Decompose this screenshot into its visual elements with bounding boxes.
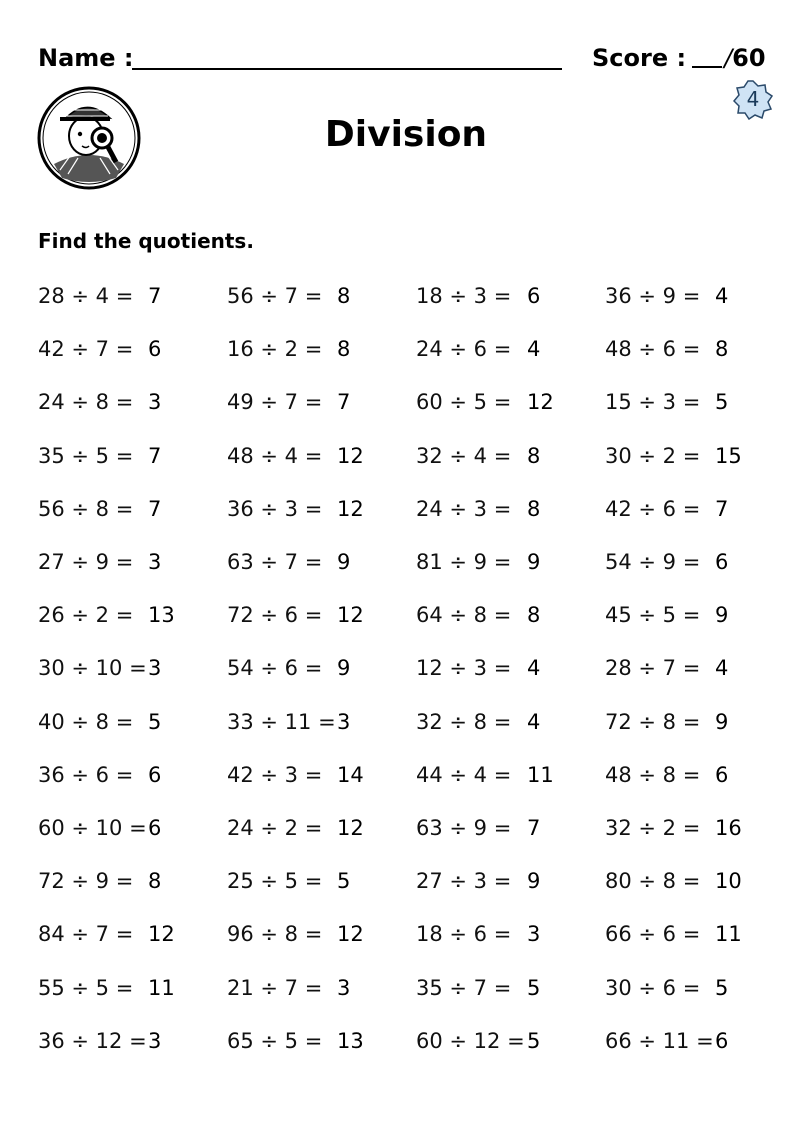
problem	[227, 710, 336, 734]
problem	[416, 922, 511, 946]
problem-expression: 72 ÷ 8 =	[605, 709, 701, 734]
problem	[416, 976, 511, 1000]
answer: 4	[715, 656, 729, 681]
problem-expression: 63 ÷ 7 =	[227, 550, 323, 574]
answer: 8	[148, 869, 162, 894]
answer: 8	[715, 337, 729, 362]
score-blank[interactable]	[692, 65, 722, 68]
problem-expression: 56 ÷ 8 =	[38, 496, 134, 521]
problem-expression: 24 ÷ 3 =	[416, 496, 512, 521]
problem-expression: 27 ÷ 9 =	[38, 550, 134, 574]
answer: 13	[337, 1028, 364, 1053]
problem-expression: 26 ÷ 2 =	[38, 603, 134, 628]
problem-expression: 36 ÷ 3 =	[227, 496, 323, 521]
answer: 7	[148, 496, 162, 521]
problem-expression: 30 ÷ 6 =	[605, 975, 701, 1000]
problem-expression: 66 ÷ 11 =	[605, 1028, 714, 1053]
problem-expression: 80 ÷ 8 =	[605, 869, 701, 894]
problem	[38, 550, 133, 574]
answer: 3	[148, 656, 162, 681]
problem	[605, 656, 700, 680]
problem-expression: 36 ÷ 9 =	[605, 284, 701, 308]
answer: 8	[527, 443, 541, 468]
answer: 6	[715, 762, 729, 787]
score-area	[592, 44, 766, 72]
problem	[416, 550, 511, 574]
answer: 6	[715, 550, 729, 574]
problem-expression: 32 ÷ 8 =	[416, 709, 512, 734]
problem	[227, 816, 322, 840]
problem	[605, 337, 700, 361]
problem-expression: 54 ÷ 9 =	[605, 550, 701, 574]
problem	[227, 284, 322, 308]
problem	[605, 284, 700, 308]
answer: 13	[148, 603, 175, 628]
problem-expression: 60 ÷ 12 =	[416, 1028, 525, 1053]
answer: 7	[527, 816, 541, 840]
answer: 6	[148, 337, 162, 362]
problem	[38, 869, 133, 893]
score-label: Score :	[592, 44, 687, 72]
problem	[227, 550, 322, 574]
problem-expression: 36 ÷ 12 =	[38, 1028, 147, 1053]
answer: 5	[715, 975, 729, 1000]
problem	[605, 976, 700, 1000]
problem-expression: 64 ÷ 8 =	[416, 603, 512, 628]
problem-expression: 66 ÷ 6 =	[605, 922, 701, 947]
problem	[227, 656, 322, 680]
problem-expression: 48 ÷ 4 =	[227, 443, 323, 468]
problem-expression: 35 ÷ 5 =	[38, 443, 134, 468]
problem	[416, 603, 511, 627]
problem-expression: 33 ÷ 11 =	[227, 709, 336, 734]
answer: 8	[527, 496, 541, 521]
problem-expression: 24 ÷ 8 =	[38, 390, 134, 415]
problem	[605, 763, 700, 787]
problem-expression: 18 ÷ 3 =	[416, 284, 512, 308]
answer: 10	[715, 869, 742, 894]
answer: 5	[715, 390, 729, 415]
answer: 5	[148, 709, 162, 734]
problem-expression: 28 ÷ 7 =	[605, 656, 701, 681]
problem-expression: 44 ÷ 4 =	[416, 762, 512, 787]
answer: 12	[337, 443, 364, 468]
problem-expression: 96 ÷ 8 =	[227, 922, 323, 947]
answer: 4	[527, 656, 541, 681]
problem	[38, 1029, 147, 1053]
page-number: 4	[746, 87, 760, 111]
answer: 7	[148, 284, 162, 308]
problem-expression: 40 ÷ 8 =	[38, 709, 134, 734]
problem-expression: 56 ÷ 7 =	[227, 284, 323, 308]
answer: 4	[527, 709, 541, 734]
problem-expression: 63 ÷ 9 =	[416, 816, 512, 840]
problem	[38, 763, 133, 787]
problem	[605, 603, 700, 627]
answer: 3	[337, 975, 351, 1000]
problem	[605, 550, 700, 574]
answer: 12	[337, 603, 364, 628]
problem	[227, 390, 322, 414]
problem	[227, 337, 322, 361]
problem	[38, 656, 147, 680]
answer: 8	[337, 337, 351, 362]
problem	[416, 710, 511, 734]
answer: 8	[337, 284, 351, 308]
problem	[38, 444, 133, 468]
problem-expression: 28 ÷ 4 =	[38, 284, 134, 308]
answer: 11	[527, 762, 554, 787]
answer: 3	[148, 550, 162, 574]
problem-expression: 45 ÷ 5 =	[605, 603, 701, 628]
problem-expression: 24 ÷ 2 =	[227, 816, 323, 840]
problem-expression: 15 ÷ 3 =	[605, 390, 701, 415]
problem	[605, 816, 700, 840]
answer: 9	[715, 603, 729, 628]
name-label: Name :	[38, 44, 134, 72]
answer: 11	[715, 922, 742, 947]
problem	[227, 976, 322, 1000]
answer: 7	[337, 390, 351, 415]
problem-expression: 49 ÷ 7 =	[227, 390, 323, 415]
answer: 6	[527, 284, 541, 308]
problem	[416, 656, 511, 680]
answer: 16	[715, 816, 742, 840]
problem-expression: 54 ÷ 6 =	[227, 656, 323, 681]
problem	[38, 337, 133, 361]
problem-expression: 42 ÷ 3 =	[227, 762, 323, 787]
problem	[605, 922, 700, 946]
problem	[416, 869, 511, 893]
answer: 7	[715, 496, 729, 521]
answer: 9	[337, 550, 351, 574]
answer: 6	[148, 762, 162, 787]
answer: 12	[337, 816, 364, 840]
answer: 3	[337, 709, 351, 734]
problem	[227, 1029, 322, 1053]
answer: 8	[527, 603, 541, 628]
problem-expression: 21 ÷ 7 =	[227, 975, 323, 1000]
problem-expression: 84 ÷ 7 =	[38, 922, 134, 947]
problem	[227, 444, 322, 468]
problem	[227, 603, 322, 627]
problem	[227, 869, 322, 893]
problem-expression: 18 ÷ 6 =	[416, 922, 512, 947]
problem	[605, 390, 700, 414]
answer: 12	[337, 922, 364, 947]
answer: 3	[148, 1028, 162, 1053]
problem-expression: 36 ÷ 6 =	[38, 762, 134, 787]
problem	[416, 284, 511, 308]
problem	[605, 444, 700, 468]
answer: 7	[148, 443, 162, 468]
answer: 5	[527, 975, 541, 1000]
answer: 5	[527, 1028, 541, 1053]
problem-expression: 27 ÷ 3 =	[416, 869, 512, 894]
problem	[416, 1029, 525, 1053]
score-total: 60	[732, 44, 766, 72]
problem	[38, 390, 133, 414]
problem-expression: 32 ÷ 4 =	[416, 443, 512, 468]
answer: 9	[527, 869, 541, 894]
problem-expression: 32 ÷ 2 =	[605, 816, 701, 840]
problem	[38, 284, 133, 308]
problem	[605, 710, 700, 734]
problem	[416, 444, 511, 468]
answer: 14	[337, 762, 364, 787]
problem-expression: 42 ÷ 6 =	[605, 496, 701, 521]
problem	[605, 869, 700, 893]
answer: 3	[527, 922, 541, 947]
problem	[416, 337, 511, 361]
problem	[227, 922, 322, 946]
answer: 12	[337, 496, 364, 521]
answer: 5	[337, 869, 351, 894]
answer: 4	[715, 284, 729, 308]
problem	[38, 922, 133, 946]
problem-expression: 55 ÷ 5 =	[38, 975, 134, 1000]
problem-expression: 25 ÷ 5 =	[227, 869, 323, 894]
problem	[227, 497, 322, 521]
problem	[38, 497, 133, 521]
problem-expression: 60 ÷ 10 =	[38, 816, 147, 840]
answer: 11	[148, 975, 175, 1000]
problem	[227, 763, 322, 787]
problem	[38, 976, 133, 1000]
answer: 12	[148, 922, 175, 947]
problem-expression: 81 ÷ 9 =	[416, 550, 512, 574]
problem	[416, 390, 511, 414]
answer: 9	[527, 550, 541, 574]
answer: 4	[527, 337, 541, 362]
problem	[605, 497, 700, 521]
page-title: Division	[324, 114, 488, 155]
answer: 15	[715, 443, 742, 468]
name-line[interactable]	[132, 68, 562, 70]
problem-expression: 35 ÷ 7 =	[416, 975, 512, 1000]
problem	[605, 1029, 714, 1053]
problem-expression: 65 ÷ 5 =	[227, 1028, 323, 1053]
answer: 9	[715, 709, 729, 734]
problem-expression: 24 ÷ 6 =	[416, 337, 512, 362]
problem	[416, 763, 511, 787]
problem-expression: 30 ÷ 10 =	[38, 656, 147, 681]
score-slash: /	[724, 44, 733, 72]
problem-expression: 12 ÷ 3 =	[416, 656, 512, 681]
answer: 9	[337, 656, 351, 681]
answer: 12	[527, 390, 554, 415]
problem	[38, 603, 133, 627]
problem	[416, 816, 511, 840]
problem-expression: 72 ÷ 9 =	[38, 869, 134, 894]
problem	[416, 497, 511, 521]
problem-expression: 72 ÷ 6 =	[227, 603, 323, 628]
answer: 3	[148, 390, 162, 415]
problem-expression: 48 ÷ 6 =	[605, 337, 701, 362]
answer: 6	[148, 816, 162, 840]
problem	[38, 710, 133, 734]
problem-expression: 60 ÷ 5 =	[416, 390, 512, 415]
problem-expression: 16 ÷ 2 =	[227, 337, 323, 362]
problem-expression: 48 ÷ 8 =	[605, 762, 701, 787]
problem-expression: 42 ÷ 7 =	[38, 337, 134, 362]
answer: 6	[715, 1028, 729, 1053]
problem-expression: 30 ÷ 2 =	[605, 443, 701, 468]
instructions: Find the quotients.	[38, 229, 254, 253]
problem	[38, 816, 147, 840]
